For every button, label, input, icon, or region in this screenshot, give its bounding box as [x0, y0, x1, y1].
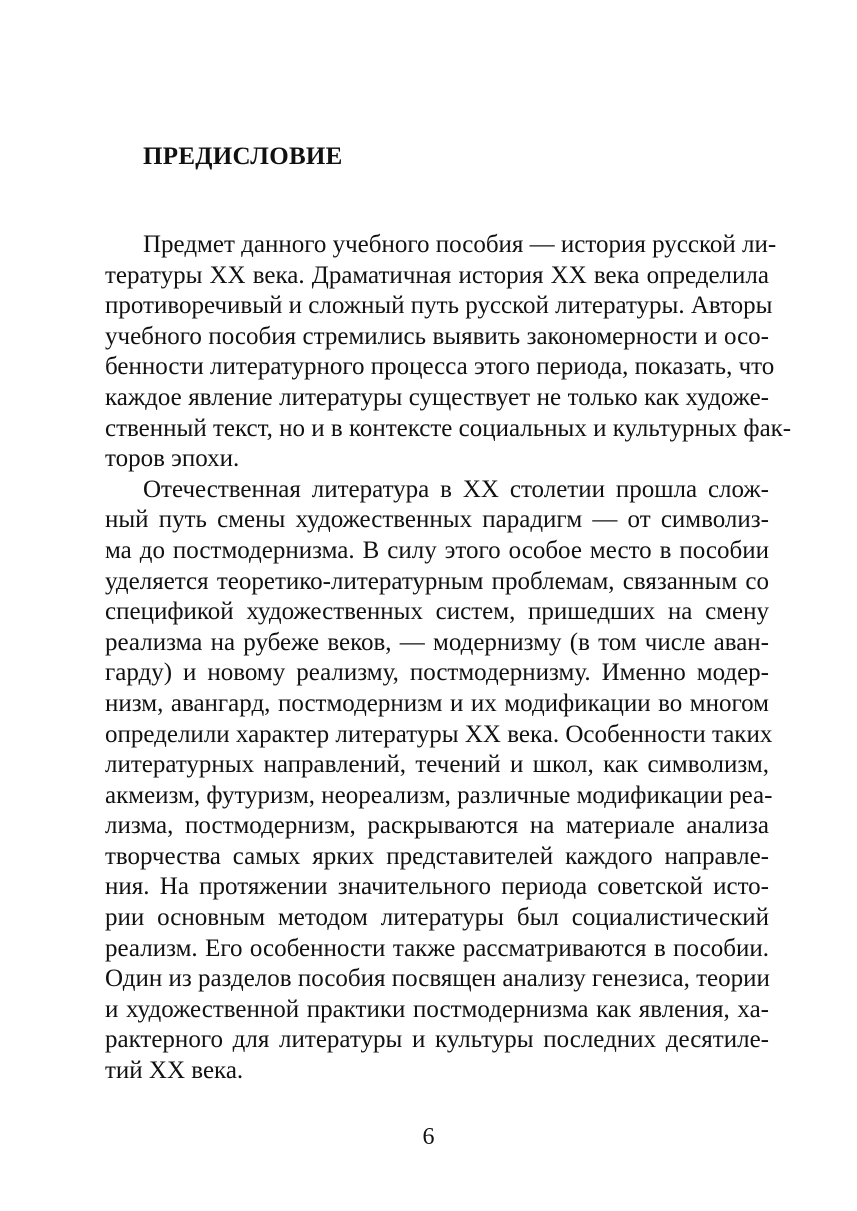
text-line: ния. На протяжении значительного периода советской исто- — [105, 873, 769, 901]
text-line: лизма, постмодернизм, раскрываются на материале анализа — [105, 812, 769, 840]
paragraph-1 — [105, 230, 792, 475]
text-line: низм, авангард, постмодернизм и их модификации во многом — [105, 689, 769, 717]
text-line: противоречивый и сложный путь русской литературы. Авторы — [105, 292, 773, 320]
text-line: уделяется теоретико-литературным проблемам, связанным со — [105, 567, 769, 595]
text-line: торов эпохи. — [105, 445, 240, 473]
text-line: акмеизм, футуризм, неореализм, различные модификации реа- — [105, 781, 773, 809]
text-line: ный путь смены художественных парадигм — от символиз- — [105, 506, 769, 534]
text-line: реализм. Его особенности также рассматриваются в пособии. — [105, 934, 769, 962]
text-line: ма до постмодернизма. В силу этого особое место в пособии — [105, 536, 769, 564]
text-line: и художественной практики постмодернизма как явления, ха- — [105, 995, 769, 1023]
paragraph-2 — [105, 475, 773, 1087]
text-line: Предмет данного учебного пособия — история русской ли- — [143, 231, 777, 258]
text-line: литературных направлений, течений и школ, как символизм, — [105, 751, 769, 779]
text-line: бенности литературного процесса этого периода, показать, что — [105, 353, 775, 381]
text-line: каждое явление литературы существует не только как художе- — [105, 383, 769, 411]
text-line: Отечественная литература в XX столетии прошла слож- — [143, 475, 769, 503]
text-line: учебного пособия стремились выявить закономерности и осо- — [105, 322, 769, 350]
text-line: реализма на рубеже веков, — модернизму (в том числе аван- — [105, 628, 769, 656]
page-number: 6 — [422, 1124, 435, 1150]
text-line: рии основным методом литературы был социалистический — [105, 904, 769, 932]
text-line: творчества самых ярких представителей каждого направле- — [105, 842, 769, 870]
body-text — [105, 230, 792, 1087]
text-line: ственный текст, но и в контексте социальных и культурных фак- — [105, 414, 792, 442]
text-line: рактерного для литературы и культуры последних десятиле- — [105, 1026, 769, 1054]
text-line: тературы XX века. Драматичная история XX века определила — [105, 261, 769, 289]
text-line: Один из разделов пособия посвящен анализу генезиса, теории — [105, 965, 770, 993]
text-line: гарду) и новому реализму, постмодернизму. Именно модер- — [105, 659, 769, 687]
text-line: определили характер литературы XX века. Особенности таких — [105, 720, 773, 748]
text-line: тий XX века. — [105, 1057, 244, 1085]
page-heading: ПРЕДИСЛОВИЕ — [143, 143, 343, 170]
text-line: спецификой художественных систем, пришедших на смену — [105, 598, 769, 626]
